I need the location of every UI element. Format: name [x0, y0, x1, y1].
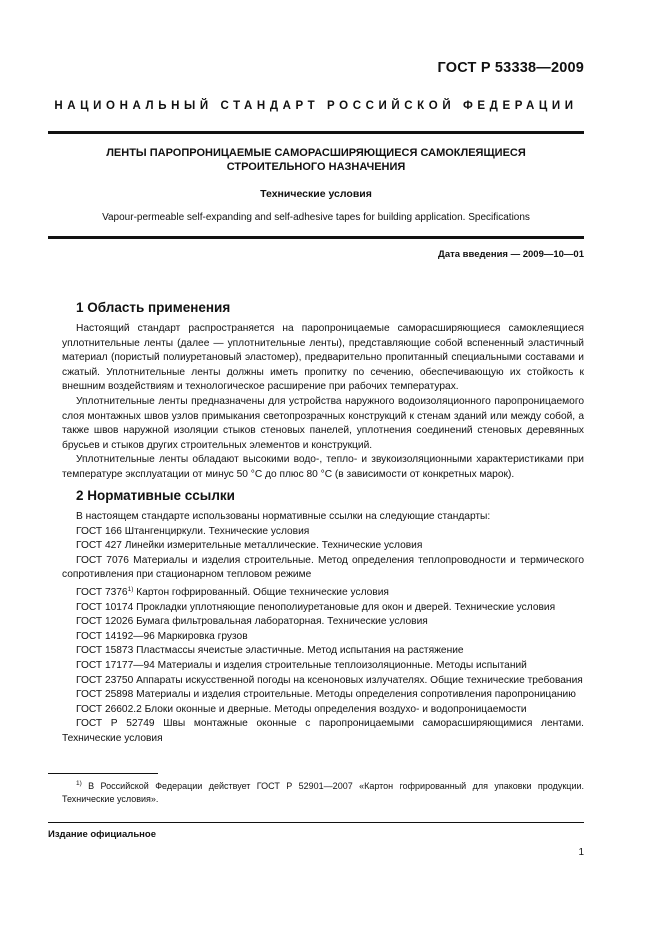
reference-item: ГОСТ 14192—96 Маркировка грузов	[76, 630, 248, 642]
top-divider	[48, 131, 584, 134]
reference-item: ГОСТ 23750 Аппараты искусственной погоды на ксеноновых излучателях. Общие технические требования	[76, 674, 583, 686]
title-divider	[48, 236, 584, 239]
title-line-1: ЛЕНТЫ ПАРОПРОНИЦАЕМЫЕ САМОРАСШИРЯЮЩИЕСЯ САМОКЛЕЯЩИЕСЯ	[106, 147, 526, 159]
introduction-date: Дата введения — 2009—10—01	[438, 249, 584, 260]
document-subtitle: Технические условия	[260, 188, 372, 200]
paragraph: Уплотнительные ленты предназначены для устройства наружного водоизоляционного паропроницаемого слоя монтажных швов узлов примыкания светопрозрачных конструкций к стенам зданий или между собой, а также швов наружной изоляции стыков стеновых панелей, уплотнения соединений стеновых деревянных брусьев и стыков других строительных элементов и конструкций.	[62, 395, 584, 451]
footer-divider	[48, 822, 584, 823]
section-2-heading: 2 Нормативные ссылки	[76, 488, 235, 503]
reference-item: ГОСТ Р 52749 Швы монтажные оконные с паропроницаемыми саморасширяющимися лентами. Технические условия	[62, 718, 584, 744]
document-title	[60, 147, 572, 174]
references-lead: В настоящем стандарте использованы нормативные ссылки на следующие стандарты:	[76, 511, 491, 522]
footnote-ref[interactable]: 1)	[127, 585, 134, 593]
normative-references-list	[62, 510, 584, 747]
section-1-body	[62, 322, 584, 483]
national-standard-banner: НАЦИОНАЛЬНЫЙ СТАНДАРТ РОССИЙСКОЙ ФЕДЕРАЦИИ	[54, 100, 578, 112]
english-title: Vapour-permeable self-expanding and self-adhesive tapes for building application. Specifications	[102, 212, 530, 223]
reference-item	[62, 583, 584, 601]
paragraph: Настоящий стандарт распространяется на паропроницаемые саморасширяющиеся самоклеящиеся уплотнительные ленты (далее — уплотнительные ленты), представляющие собой вспененный эластичный материал (пористый полиуретановый эластомер), предварительно пропитанный специальными составами и сжатый. Уплотнительные ленты должны иметь пропитку по сечению, обеспечивающую их стойкость к внешним воздействиям и технологическое расширение при рабочих температурах.	[62, 323, 584, 393]
reference-item: ГОСТ 166 Штангенциркули. Технические условия	[76, 525, 310, 537]
page-number: 1	[578, 847, 584, 858]
reference-item: ГОСТ 10174 Прокладки уплотняющие пенополиуретановые для окон и дверей. Технические условия	[76, 601, 556, 613]
reference-item: ГОСТ 7076 Материалы и изделия строительные. Метод определения теплопроводности и термического сопротивления при стационарном тепловом режиме	[62, 554, 584, 581]
reference-title: Картон гофрированный. Общие технические условия	[133, 586, 389, 598]
reference-code: ГОСТ 7376	[76, 586, 128, 598]
reference-item: ГОСТ 17177—94 Материалы и изделия строительные теплоизоляционные. Методы испытаний	[76, 659, 527, 671]
section-1-heading: 1 Область применения	[76, 300, 231, 315]
official-edition-label: Издание официальное	[48, 829, 156, 840]
footnote-divider	[48, 773, 158, 774]
paragraph: Уплотнительные ленты обладают высокими водо-, тепло- и звукоизоляционными характеристиками при температуре эксплуатации от минус 50 °С до плюс 80 °С (в зависимости от конкретных марок).	[62, 454, 584, 480]
reference-item: ГОСТ 26602.2 Блоки оконные и дверные. Методы определения воздухо- и водопроницаемости	[76, 703, 527, 715]
footnote	[62, 777, 584, 806]
reference-item: ГОСТ 12026 Бумага фильтровальная лабораторная. Технические условия	[76, 616, 428, 628]
reference-item: ГОСТ 427 Линейки измерительные металлические. Технические условия	[76, 540, 423, 552]
footnote-mark: 1)	[76, 780, 82, 787]
footnote-text: В Российской Федерации действует ГОСТ Р 52901—2007 «Картон гофрированный для упаковки продукции. Технические условия».	[62, 781, 584, 804]
reference-item: ГОСТ 25898 Материалы и изделия строительные. Методы определения сопротивления паропроницанию	[76, 689, 576, 701]
standard-id: ГОСТ Р 53338—2009	[437, 60, 584, 76]
title-line-2: СТРОИТЕЛЬНОГО НАЗНАЧЕНИЯ	[226, 160, 406, 173]
reference-item: ГОСТ 15873 Пластмассы ячеистые эластичные. Метод испытания на растяжение	[76, 645, 464, 657]
